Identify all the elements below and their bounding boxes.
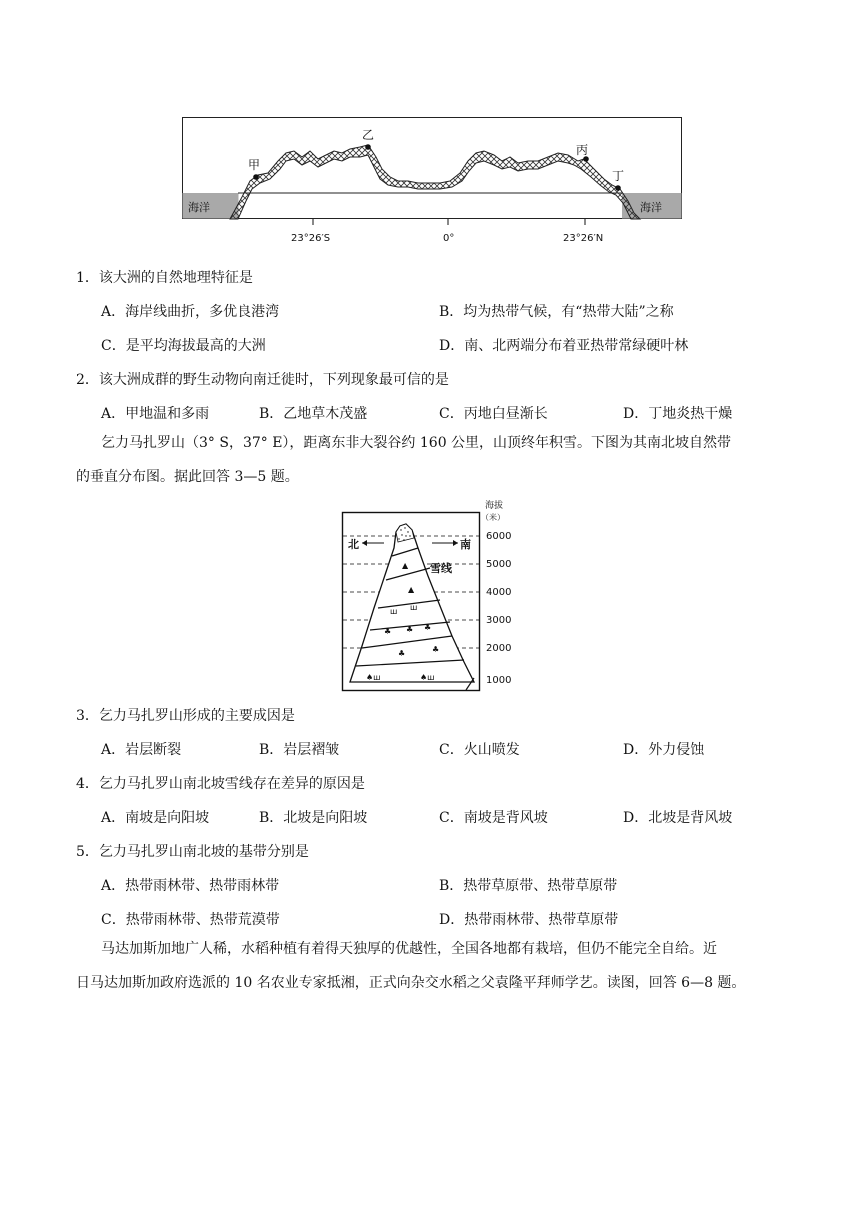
question-3-number: 3． <box>76 708 99 724</box>
label-yi: 乙 <box>362 128 375 142</box>
q5-option-c[interactable]: C．热带雨林带、热带荒漠带 <box>101 912 280 928</box>
question-1-text: 该大洲的自然地理特征是 <box>98 270 253 286</box>
q2-option-c[interactable]: C．丙地白昼渐长 <box>439 406 548 422</box>
question-4 <box>76 774 365 794</box>
q1-option-a[interactable]: A．海岸线曲折，多优良港湾 <box>101 304 280 320</box>
q2-option-d[interactable]: D．丁地炎热干燥 <box>623 406 733 422</box>
altitude-5000: 5000 <box>486 559 512 570</box>
label-bing: 丙 <box>576 143 589 157</box>
point-bing <box>583 156 589 162</box>
altitude-1000: 1000 <box>486 675 512 686</box>
q1-option-d[interactable]: D．南、北两端分布着亚热带常绿硬叶林 <box>439 338 689 354</box>
q1-option-c[interactable]: C．是平均海拔最高的大洲 <box>101 338 266 354</box>
svg-text:♠ш: ♠ш <box>366 673 381 682</box>
q3-option-c[interactable]: C．火山喷发 <box>439 742 520 758</box>
q4-option-c[interactable]: C．南坡是背风坡 <box>439 810 548 826</box>
altitude-2000: 2000 <box>486 643 512 654</box>
svg-text:▲: ▲ <box>402 561 409 570</box>
question-3 <box>76 706 295 726</box>
q5-option-a[interactable]: A．热带雨林带、热带雨林带 <box>101 878 280 894</box>
label-ding: 丁 <box>612 169 625 183</box>
point-jia <box>253 174 259 180</box>
svg-text:ш: ш <box>410 603 418 612</box>
q1-option-b[interactable]: B．均为热带气候，有“热带大陆”之称 <box>439 304 674 320</box>
question-4-text: 乞力马扎罗山南北坡雪线存在差异的原因是 <box>98 776 365 792</box>
svg-text:♠ш: ♠ш <box>420 673 435 682</box>
altitude-4000: 4000 <box>486 587 512 598</box>
q3-option-b[interactable]: B．岩层褶皱 <box>259 742 340 758</box>
q3-option-d[interactable]: D．外力侵蚀 <box>623 742 705 758</box>
altitude-6000: 6000 <box>486 531 512 542</box>
question-5-number: 5． <box>76 844 99 860</box>
question-2 <box>76 370 449 390</box>
tick-23N: 23°26′N <box>563 233 604 244</box>
svg-text:ш: ш <box>390 607 398 616</box>
q3-option-a[interactable]: A．岩层断裂 <box>101 742 182 758</box>
tick-23S: 23°26′S <box>291 233 331 244</box>
tick-0: 0° <box>443 233 455 244</box>
question-5 <box>76 842 309 862</box>
q2-option-b[interactable]: B．乙地草木茂盛 <box>259 406 368 422</box>
question-2-number: 2． <box>76 372 99 388</box>
snowline-label: 雪线 <box>430 562 452 575</box>
label-ocean-right: 海洋 <box>640 201 662 214</box>
passage-1-line-2: 的垂直分布图。据此回答 3—5 题。 <box>76 469 299 485</box>
q4-option-d[interactable]: D．北坡是背风坡 <box>623 810 733 826</box>
q4-option-a[interactable]: A．南坡是向阳坡 <box>101 810 210 826</box>
label-ocean-left: 海洋 <box>188 201 210 214</box>
svg-text:♣: ♣ <box>424 623 432 632</box>
south-label: 南 <box>460 538 471 551</box>
altitude-title: 海拔 <box>485 501 504 511</box>
kilimanjaro-zones-figure <box>340 496 524 694</box>
question-4-number: 4． <box>76 776 99 792</box>
continent-profile-figure <box>182 117 682 247</box>
passage-1-line-1: 乞力马扎罗山（3° S，37° E），距离东非大裂谷约 160 公里，山顶终年积雪。下图为其南北坡自然带 <box>101 435 732 451</box>
q4-option-b[interactable]: B．北坡是向阳坡 <box>259 810 368 826</box>
passage-2-line-2: 日马达加斯加政府选派的 10 名农业专家抵湘，正式向杂交水稻之父袁隆平拜师学艺。读图，回答 6—8 题。 <box>76 975 746 991</box>
north-label: 北 <box>348 538 359 551</box>
altitude-3000: 3000 <box>486 615 512 626</box>
question-1-number: 1． <box>76 270 99 286</box>
point-yi <box>365 144 371 150</box>
svg-text:♣: ♣ <box>406 625 414 634</box>
question-1 <box>76 268 253 288</box>
label-jia: 甲 <box>248 158 261 172</box>
question-3-text: 乞力马扎罗山形成的主要成因是 <box>98 708 295 724</box>
svg-text:♣: ♣ <box>432 645 440 654</box>
svg-text:♣: ♣ <box>398 649 406 658</box>
passage-2-line-1: 马达加斯加地广人稀，水稻种植有着得天独厚的优越性，全国各地都有栽培，但仍不能完全自给。近 <box>101 941 717 957</box>
question-2-text: 该大洲成群的野生动物向南迁徙时，下列现象最可信的是 <box>98 372 449 388</box>
q5-option-d[interactable]: D．热带雨林带、热带草原带 <box>439 912 619 928</box>
question-5-text: 乞力马扎罗山南北坡的基带分别是 <box>98 844 309 860</box>
svg-text:▲: ▲ <box>408 585 415 594</box>
q5-option-b[interactable]: B．热带草原带、热带草原带 <box>439 878 618 894</box>
altitude-unit: （米） <box>481 513 505 522</box>
svg-text:♣: ♣ <box>384 627 392 636</box>
q2-option-a[interactable]: A．甲地温和多雨 <box>101 406 210 422</box>
point-ding <box>615 185 621 191</box>
